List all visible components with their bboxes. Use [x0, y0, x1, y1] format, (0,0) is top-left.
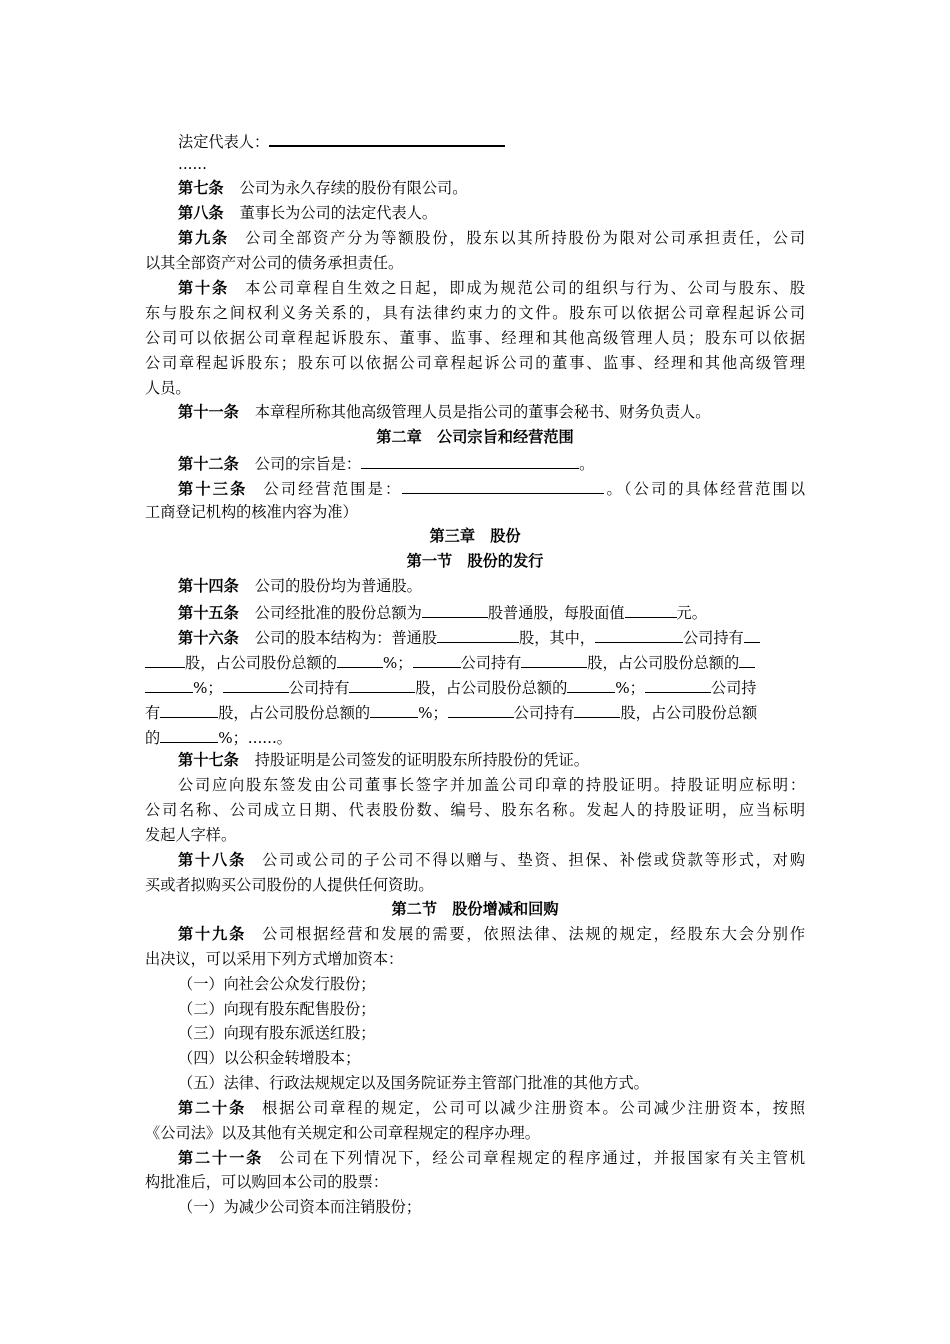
article-number: 第二十一条 — [178, 1149, 264, 1167]
article-number: 第十七条 — [178, 751, 239, 769]
article-10-line-2: 东与股东之间权利义务关系的，具有法律约束力的文件。股东可以依据公司章程起诉公司 — [145, 304, 805, 322]
article-12: 第十二条 公司的宗旨是： 。 — [178, 450, 805, 475]
blank — [521, 649, 587, 668]
list-item: （一）为减少公司资本而注销股份； — [178, 1198, 421, 1216]
article-17-line-4: 发起人字样。 — [145, 826, 237, 844]
article-number: 第十六条 — [178, 629, 239, 647]
article-number: 第八条 — [178, 204, 224, 222]
list-item: （四）以公积金转增股本； — [178, 1049, 361, 1067]
article-number: 第十九条 — [178, 925, 247, 943]
legal-representative-line — [178, 127, 805, 152]
article-17-line-3: 公司名称、公司成立日期、代表股份数、编号、股东名称。发起人的持股证明，应当标明 — [145, 801, 805, 819]
article-21-line-2: 构批准后，可以购回本公司的股票： — [145, 1173, 388, 1191]
article-19-line-2: 出决议，可以采用下列方式增加资本： — [145, 950, 404, 968]
article-14: 第十四条 公司的股份均为普通股。 — [178, 577, 422, 595]
scope-blank — [402, 475, 604, 494]
blank — [223, 674, 289, 693]
article-10-line-4: 公司章程起诉股东；股东可以依据公司章程起诉公司的董事、监事、经理和其他高级管理 — [145, 354, 805, 372]
article-number: 第十三条 — [178, 480, 248, 498]
article-18-line-2: 买或者拟购买公司股份的人提供任何资助。 — [145, 876, 434, 894]
article-21: 第二十一条 公司在下列情况下，经公司章程规定的程序通过，并报国家有关主管机 — [178, 1149, 806, 1167]
chapter-2-heading: 第二章 公司宗旨和经营范围 — [376, 428, 574, 446]
blank — [739, 649, 755, 668]
article-number: 第十条 — [178, 279, 230, 297]
article-8: 第八条 董事长为公司的法定代表人。 — [178, 204, 437, 222]
ellipsis-line: ...... — [178, 155, 207, 173]
article-number: 第二十条 — [178, 1099, 247, 1117]
article-number: 第十五条 — [178, 604, 239, 622]
article-7: 第七条 公司为永久存续的股份有限公司。 — [178, 179, 468, 197]
par-value-blank — [625, 599, 677, 618]
article-16-line-2: 股，占公司股份总额的 %； 公司持有 股，占公司股份总额的 — [145, 649, 805, 674]
chapter-3-heading: 第三章 股份 — [429, 527, 521, 545]
article-number: 第十八条 — [178, 851, 247, 869]
blank — [595, 624, 683, 643]
article-20-line-2: 《公司法》以及其他有关规定和公司章程规定的程序办理。 — [145, 1124, 540, 1142]
blank — [160, 724, 218, 743]
article-16: 第十六条 公司的股本结构为：普通股 股，其中， 公司持有 — [178, 624, 805, 649]
blank — [574, 699, 620, 718]
list-item: （一）向社会公众发行股份； — [178, 975, 376, 993]
blank — [413, 649, 461, 668]
blank — [744, 624, 760, 643]
article-16-line-5: 的 %；......。 — [145, 724, 805, 749]
list-item: （五）法律、行政法规规定以及国务院证券主管部门批准的其他方式。 — [178, 1074, 649, 1092]
blank — [437, 624, 519, 643]
total-shares-blank — [422, 599, 488, 618]
article-number: 第十二条 — [178, 455, 239, 473]
blank — [645, 674, 711, 693]
article-number: 第十一条 — [178, 403, 239, 421]
rep-blank — [269, 127, 505, 147]
article-number: 第十四条 — [178, 577, 239, 595]
article-15: 第十五条 公司经批准的股份总额为 股普通股，每股面值 元。 — [178, 599, 805, 624]
article-10-line-5: 人员。 — [145, 379, 191, 397]
blank — [145, 674, 193, 693]
article-17: 第十七条 持股证明是公司签发的证明股东所持股份的凭证。 — [178, 751, 589, 769]
article-16-line-3: %； 公司持有 股，占公司股份总额的 %； 公司持 — [145, 674, 805, 699]
article-18: 第十八条 公司或公司的子公司不得以赠与、垫资、担保、补偿或贷款等形式，对购 — [178, 851, 806, 869]
article-11: 第十一条 本章程所称其他高级管理人员是指公司的董事会秘书、财务负责人。 — [178, 403, 711, 421]
blank — [145, 649, 185, 668]
blank — [160, 699, 218, 718]
blank — [448, 699, 514, 718]
article-10: 第十条 本公司章程自生效之日起，即成为规范公司的组织与行为、公司与股东、股 — [178, 279, 806, 297]
purpose-blank — [361, 450, 579, 469]
article-10-line-3: 公司可以依据公司章程起诉股东、董事、监事、经理和其他高级管理人员；股东可以依据 — [145, 329, 805, 347]
rep-label: 法定代表人： — [178, 133, 270, 151]
article-13: 第十三条 公司经营范围是： 。（公司的具体经营范围以 — [178, 475, 805, 500]
article-20: 第二十条 根据公司章程的规定，公司可以减少注册资本。公司减少注册资本，按照 — [178, 1099, 806, 1117]
article-17-line-2: 公司应向股东签发由公司董事长签字并加盖公司印章的持股证明。持股证明应标明： — [178, 776, 805, 794]
blank — [349, 674, 415, 693]
section-2-heading: 第二节 股份增减和回购 — [391, 900, 559, 918]
article-19: 第十九条 公司根据经营和发展的需要，依照法律、法规的规定，经股东大会分别作 — [178, 925, 806, 943]
blank — [337, 649, 383, 668]
article-number: 第七条 — [178, 179, 224, 197]
article-9-line-2: 以其全部资产对公司的债务承担责任。 — [145, 254, 404, 272]
article-number: 第九条 — [178, 229, 230, 247]
blank — [370, 699, 418, 718]
article-13-line-2: 工商登记机构的核准内容为准） — [145, 503, 358, 521]
article-9: 第九条 公司全部资产分为等额股份，股东以其所持股份为限对公司承担责任，公司 — [178, 229, 806, 247]
article-16-line-4: 有 股，占公司股份总额的 %； 公司持有 股，占公司股份总额 — [145, 699, 805, 724]
list-item: （三）向现有股东派送红股； — [178, 1024, 376, 1042]
list-item: （二）向现有股东配售股份； — [178, 1000, 376, 1018]
blank — [567, 674, 615, 693]
section-1-heading: 第一节 股份的发行 — [406, 552, 544, 570]
